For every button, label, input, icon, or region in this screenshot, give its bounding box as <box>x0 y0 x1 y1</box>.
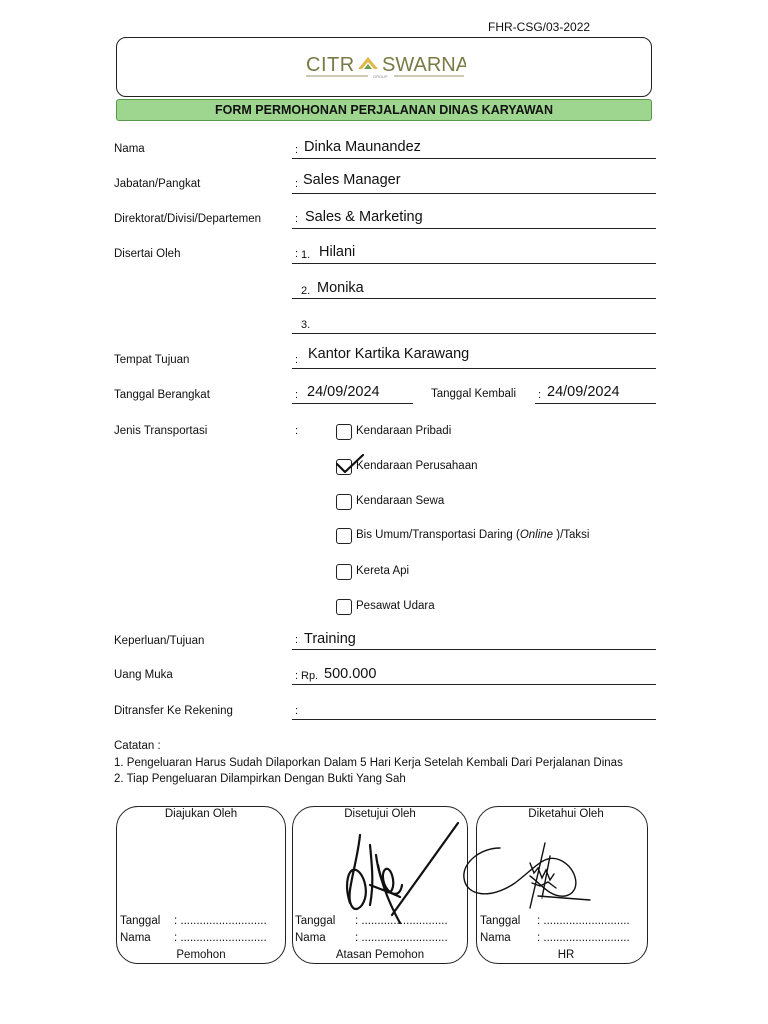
nama-colon: : <box>295 144 299 156</box>
hr-nama-label: Nama <box>480 932 511 944</box>
companion-1-number: 1. <box>301 249 311 261</box>
uang-currency: Rp. <box>301 670 319 682</box>
svg-text:SWARNA: SWARNA <box>382 54 466 76</box>
pemohon-nama-label: Nama <box>120 932 151 944</box>
companion-2-number: 2. <box>301 285 311 297</box>
kembali-label: Tanggal Kembali <box>431 388 517 400</box>
signature-hr-drawing <box>460 838 600 918</box>
checkbox-kendaraan-sewa[interactable] <box>336 494 352 510</box>
berangkat-field[interactable]: 24/09/2024 <box>307 384 380 400</box>
uang-colon: : <box>295 670 299 682</box>
kembali-field[interactable]: 24/09/2024 <box>547 384 620 400</box>
jabatan-label: Jabatan/Pangkat <box>114 178 201 190</box>
jabatan-underline <box>292 193 656 194</box>
transport-label: Jenis Transportasi <box>114 425 208 437</box>
keperluan-field[interactable]: Training <box>304 631 356 647</box>
notes-heading: Catatan : <box>114 740 161 752</box>
disertai-label: Disertai Oleh <box>114 248 181 260</box>
signature-head-atasan: Disetujui Oleh <box>344 808 416 820</box>
label-kendaraan-pribadi: Kendaraan Pribadi <box>356 425 452 437</box>
checkbox-bis-umum[interactable] <box>336 528 352 544</box>
label-bis-umum: Bis Umum/Transportasi Daring (Online )/Taksi <box>356 529 590 541</box>
uang-field[interactable]: 500.000 <box>324 666 377 682</box>
nama-label: Nama <box>114 143 145 155</box>
companion-1-field[interactable]: Hilani <box>319 244 356 260</box>
note-line-2: 2. Tiap Pengeluaran Dilampirkan Dengan Bukti Yang Sah <box>114 773 406 785</box>
direktorat-underline <box>292 228 656 229</box>
nama-field[interactable]: Dinka Maunandez <box>304 139 421 155</box>
document-code: FHR-CSG/03-2022 <box>488 20 591 34</box>
checkbox-pesawat-udara[interactable] <box>336 599 352 615</box>
tujuan-colon: : <box>295 354 299 366</box>
companion-3-underline <box>292 333 656 334</box>
signature-foot-hr: HR <box>557 949 575 961</box>
companion-2-field[interactable]: Monika <box>317 280 364 296</box>
pemohon-nama-field[interactable]: : ........................... <box>174 932 267 944</box>
logo-graphic <box>306 50 466 82</box>
rekening-label: Ditransfer Ke Rekening <box>114 705 233 717</box>
companion-3-number: 3. <box>301 319 311 331</box>
atasan-nama-label: Nama <box>295 932 326 944</box>
signature-foot-pemohon: Pemohon <box>176 949 226 961</box>
nama-underline <box>292 158 656 159</box>
hr-tanggal-label: Tanggal <box>480 915 521 927</box>
checkbox-kendaraan-pribadi[interactable] <box>336 424 352 440</box>
berangkat-colon: : <box>295 389 299 401</box>
svg-text:GROUP: GROUP <box>373 74 388 79</box>
keperluan-colon: : <box>295 634 299 646</box>
berangkat-underline <box>292 403 413 404</box>
signature-head-hr: Diketahui Oleh <box>528 808 604 820</box>
signature-head-pemohon: Diajukan Oleh <box>164 808 238 820</box>
label-kendaraan-sewa: Kendaraan Sewa <box>356 495 445 507</box>
atasan-tanggal-field[interactable]: : ........................... <box>355 915 448 927</box>
atasan-tanggal-label: Tanggal <box>295 915 336 927</box>
hr-nama-field[interactable]: : ........................... <box>537 932 630 944</box>
rekening-underline[interactable] <box>292 719 656 720</box>
kembali-underline <box>535 403 656 404</box>
tujuan-label: Tempat Tujuan <box>114 354 190 366</box>
pemohon-tanggal-label: Tanggal <box>120 915 161 927</box>
hr-tanggal-field[interactable]: : ........................... <box>537 915 630 927</box>
uang-label: Uang Muka <box>114 669 173 681</box>
keperluan-label: Keperluan/Tujuan <box>114 635 205 647</box>
direktorat-colon: : <box>295 213 299 225</box>
direktorat-field[interactable]: Sales & Marketing <box>305 209 423 225</box>
svg-text:CITR: CITR <box>306 54 355 76</box>
jabatan-colon: : <box>295 178 299 190</box>
jabatan-field[interactable]: Sales Manager <box>303 172 401 188</box>
label-kereta-api: Kereta Api <box>356 565 410 577</box>
kembali-colon: : <box>538 389 542 401</box>
keperluan-underline <box>292 649 656 650</box>
companion-2-underline <box>292 298 656 299</box>
atasan-nama-field[interactable]: : ........................... <box>355 932 448 944</box>
form-title: FORM PERMOHONAN PERJALANAN DINAS KARYAWAN <box>116 99 652 121</box>
label-kendaraan-perusahaan: Kendaraan Perusahaan <box>356 460 478 472</box>
uang-underline <box>292 684 656 685</box>
checkbox-kereta-api[interactable] <box>336 564 352 580</box>
tujuan-underline <box>292 368 656 369</box>
company-logo <box>306 50 466 82</box>
tujuan-field[interactable]: Kantor Kartika Karawang <box>308 346 470 362</box>
disertai-colon: : <box>295 248 299 260</box>
pemohon-tanggal-field[interactable]: : ........................... <box>174 915 267 927</box>
rekening-colon: : <box>295 705 299 717</box>
berangkat-label: Tanggal Berangkat <box>114 389 210 401</box>
signature-atasan-drawing <box>330 815 465 925</box>
label-pesawat-udara: Pesawat Udara <box>356 600 435 612</box>
companion-1-underline <box>292 263 656 264</box>
transport-colon: : <box>295 425 299 437</box>
direktorat-label: Direktorat/Divisi/Departemen <box>114 213 261 225</box>
signature-foot-atasan: Atasan Pemohon <box>335 949 425 961</box>
note-line-1: 1. Pengeluaran Harus Sudah Dilaporkan Dalam 5 Hari Kerja Setelah Kembali Dari Perjalanan Dinas <box>114 757 623 769</box>
